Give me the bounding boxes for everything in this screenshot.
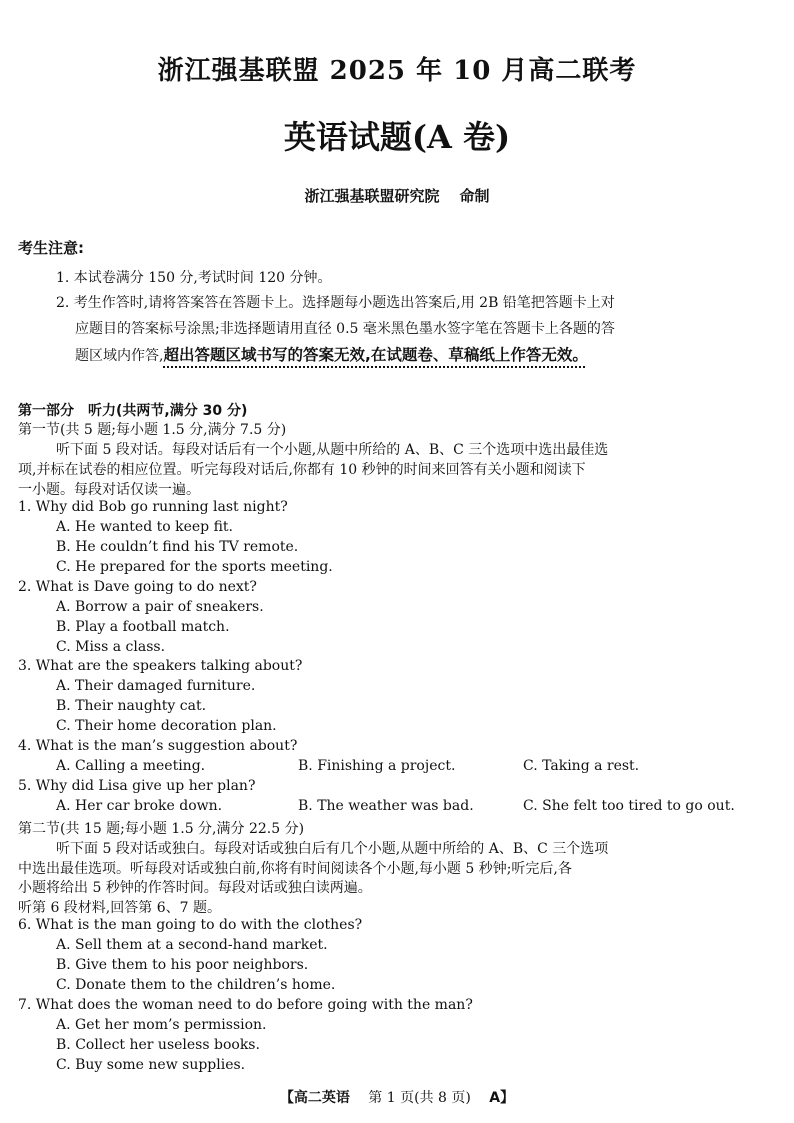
question-option: B. The weather was bad.	[298, 798, 474, 814]
question-stem: 3. What are the speakers talking about?	[18, 658, 303, 674]
question-option: A. Borrow a pair of sneakers.	[56, 599, 264, 615]
footer-subject: 【高二英语	[279, 1090, 350, 1106]
question-option: C. Miss a class.	[56, 639, 166, 655]
exam-title: 浙江强基联盟 2025 年 10 月高二联考	[157, 56, 637, 86]
part1-heading: 第一部分 听力(共两节,满分 30 分)	[18, 403, 248, 419]
author-org: 浙江强基联盟研究院	[304, 187, 440, 205]
notice-item-2-line-2: 应题目的答案标号涂黑;非选择题请用直径 0.5 毫米黑色墨水签字笔在答题卡上各题的答	[75, 321, 615, 337]
question-option: A. Her car broke down.	[56, 798, 223, 814]
page-footer	[0, 1087, 794, 1107]
notice-emphasis: 超出答题区域书写的答案无效,在试题卷、草稿纸上作答无效。	[163, 346, 588, 364]
question-option: B. Give them to his poor neighbors.	[56, 957, 309, 973]
question-option: B. He couldn’t find his TV remote.	[56, 539, 299, 555]
question-option: B. Their naughty cat.	[56, 698, 207, 714]
question-stem: 6. What is the man going to do with the clothes?	[18, 917, 363, 933]
author-role: 命制	[459, 187, 490, 205]
exam-author	[0, 185, 794, 206]
section1-instruction-line-1: 听下面 5 段对话。每段对话后有一个小题,从题中所给的 A、B、C 三个选项中选出最佳选	[56, 442, 609, 458]
section2-heading: 第二节(共 15 题;每小题 1.5 分,满分 22.5 分)	[18, 821, 305, 837]
footer-version: A】	[489, 1090, 515, 1106]
section2-instruction-line-3: 小题将给出 5 秒钟的作答时间。每段对话或独白读两遍。	[18, 880, 372, 896]
question-option: C. Their home decoration plan.	[56, 718, 277, 734]
question-option: C. Donate them to the children’s home.	[56, 977, 336, 993]
question-stem: 5. Why did Lisa give up her plan?	[18, 778, 256, 794]
question-option: A. Sell them at a second-hand market.	[56, 937, 328, 953]
question-stem: 2. What is Dave going to do next?	[18, 579, 257, 595]
notice-item-2-prefix: 题区域内作答,	[75, 348, 164, 364]
question-option: C. Buy some new supplies.	[56, 1057, 246, 1073]
section2-instruction-line-2: 中选出最佳选项。听每段对话或独白前,你将有时间阅读各个小题,每小题 5 秒钟;听完后,各	[18, 861, 572, 877]
question-option: C. She felt too tired to go out.	[523, 798, 735, 814]
section1-heading: 第一节(共 5 题;每小题 1.5 分,满分 7.5 分)	[18, 422, 287, 438]
section2-material: 听第 6 段材料,回答第 6、7 题。	[18, 900, 221, 916]
question-stem: 1. Why did Bob go running last night?	[18, 499, 288, 515]
section1-instruction-line-3: 一小题。每段对话仅读一遍。	[18, 482, 200, 498]
question-option: A. Calling a meeting.	[56, 758, 206, 774]
question-option: A. Get her mom’s permission.	[56, 1017, 267, 1033]
question-option: B. Play a football match.	[56, 619, 230, 635]
notice-item-1: 1. 本试卷满分 150 分,考试时间 120 分钟。	[56, 270, 332, 286]
exam-subtitle: 英语试题(A 卷)	[283, 118, 511, 156]
question-option: A. He wanted to keep fit.	[56, 519, 234, 535]
notice-item-2-line-3	[75, 343, 588, 365]
section2-instruction-line-1: 听下面 5 段对话或独白。每段对话或独白后有几个小题,从题中所给的 A、B、C 三个选项	[56, 841, 609, 857]
question-stem: 4. What is the man’s suggestion about?	[18, 738, 298, 754]
question-option: C. He prepared for the sports meeting.	[56, 559, 333, 575]
question-option: A. Their damaged furniture.	[56, 678, 256, 694]
question-stem: 7. What does the woman need to do before going with the man?	[18, 997, 473, 1013]
question-option: B. Finishing a project.	[298, 758, 456, 774]
question-option: C. Taking a rest.	[523, 758, 640, 774]
section1-instruction-line-2: 项,并标在试卷的相应位置。听完每段对话后,你都有 10 秒钟的时间来回答有关小题和阅读下	[18, 462, 586, 478]
footer-page: 第 1 页(共 8 页)	[368, 1090, 471, 1106]
question-option: B. Collect her useless books.	[56, 1037, 260, 1053]
notice-heading: 考生注意:	[18, 239, 84, 257]
notice-item-2-line-1: 2. 考生作答时,请将答案答在答题卡上。选择题每小题选出答案后,用 2B 铅笔把答题卡上对	[56, 295, 615, 311]
